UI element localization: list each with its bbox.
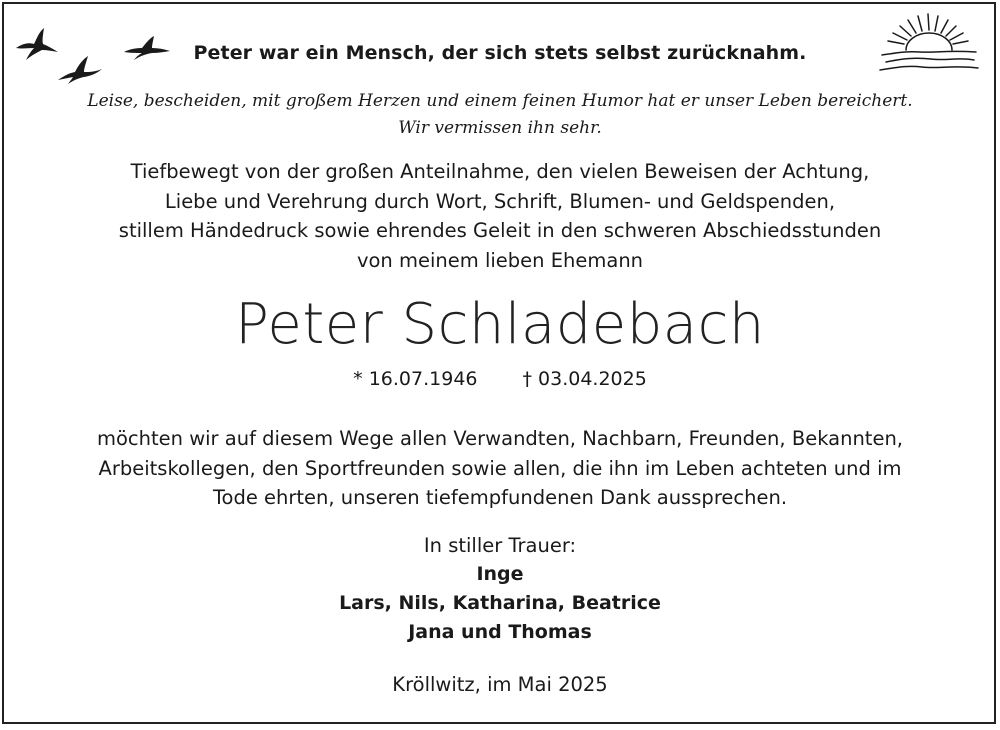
thanks-paragraph (0, 424, 1000, 513)
mourner-name: Lars, Nils, Katharina, Beatrice (339, 592, 661, 614)
deceased-name: Peter Schladebach (235, 292, 765, 357)
intro-line-2: Liebe und Verehrung durch Wort, Schrift, Blumen- und Geldspenden, (164, 189, 836, 213)
quote-line-2: Wir vermissen ihn sehr. (398, 118, 602, 138)
intro-paragraph (0, 157, 1000, 275)
thanks-line-3: Tode ehrten, unseren tiefempfundenen Dank aussprechen. (212, 486, 788, 509)
mourner-name: Jana und Thomas (408, 621, 592, 643)
intro-line-3: stillem Händedruck sowie ehrendes Geleit in den schweren Abschiedsstunden (118, 219, 882, 242)
motto-line: Peter war ein Mensch, der sich stets selbst zurücknahm. (193, 42, 807, 64)
thanks-line-2: Arbeitskollegen, den Sportfreunden sowie allen, die ihn im Leben achteten und im (98, 456, 902, 480)
place-date: Kröllwitz, im Mai 2025 (392, 673, 608, 696)
quote-line-1: Leise, bescheiden, mit großem Herzen und einem feinen Humor hat er unser Leben bereichert. (87, 91, 913, 111)
mourning-intro: In stiller Trauer: (423, 534, 577, 557)
intro-line-4: von meinem lieben Ehemann (356, 248, 644, 272)
intro-line-1: Tiefbewegt von der großen Anteilnahme, den vielen Beweisen der Achtung, (130, 160, 870, 183)
mourner-name: Inge (476, 563, 524, 585)
death-date: † 03.04.2025 (522, 368, 647, 390)
birth-date: * 16.07.1946 (353, 368, 478, 390)
thanks-line-1: möchten wir auf diesem Wege allen Verwandten, Nachbarn, Freunden, Bekannten, (96, 427, 904, 450)
life-dates (0, 368, 1000, 390)
